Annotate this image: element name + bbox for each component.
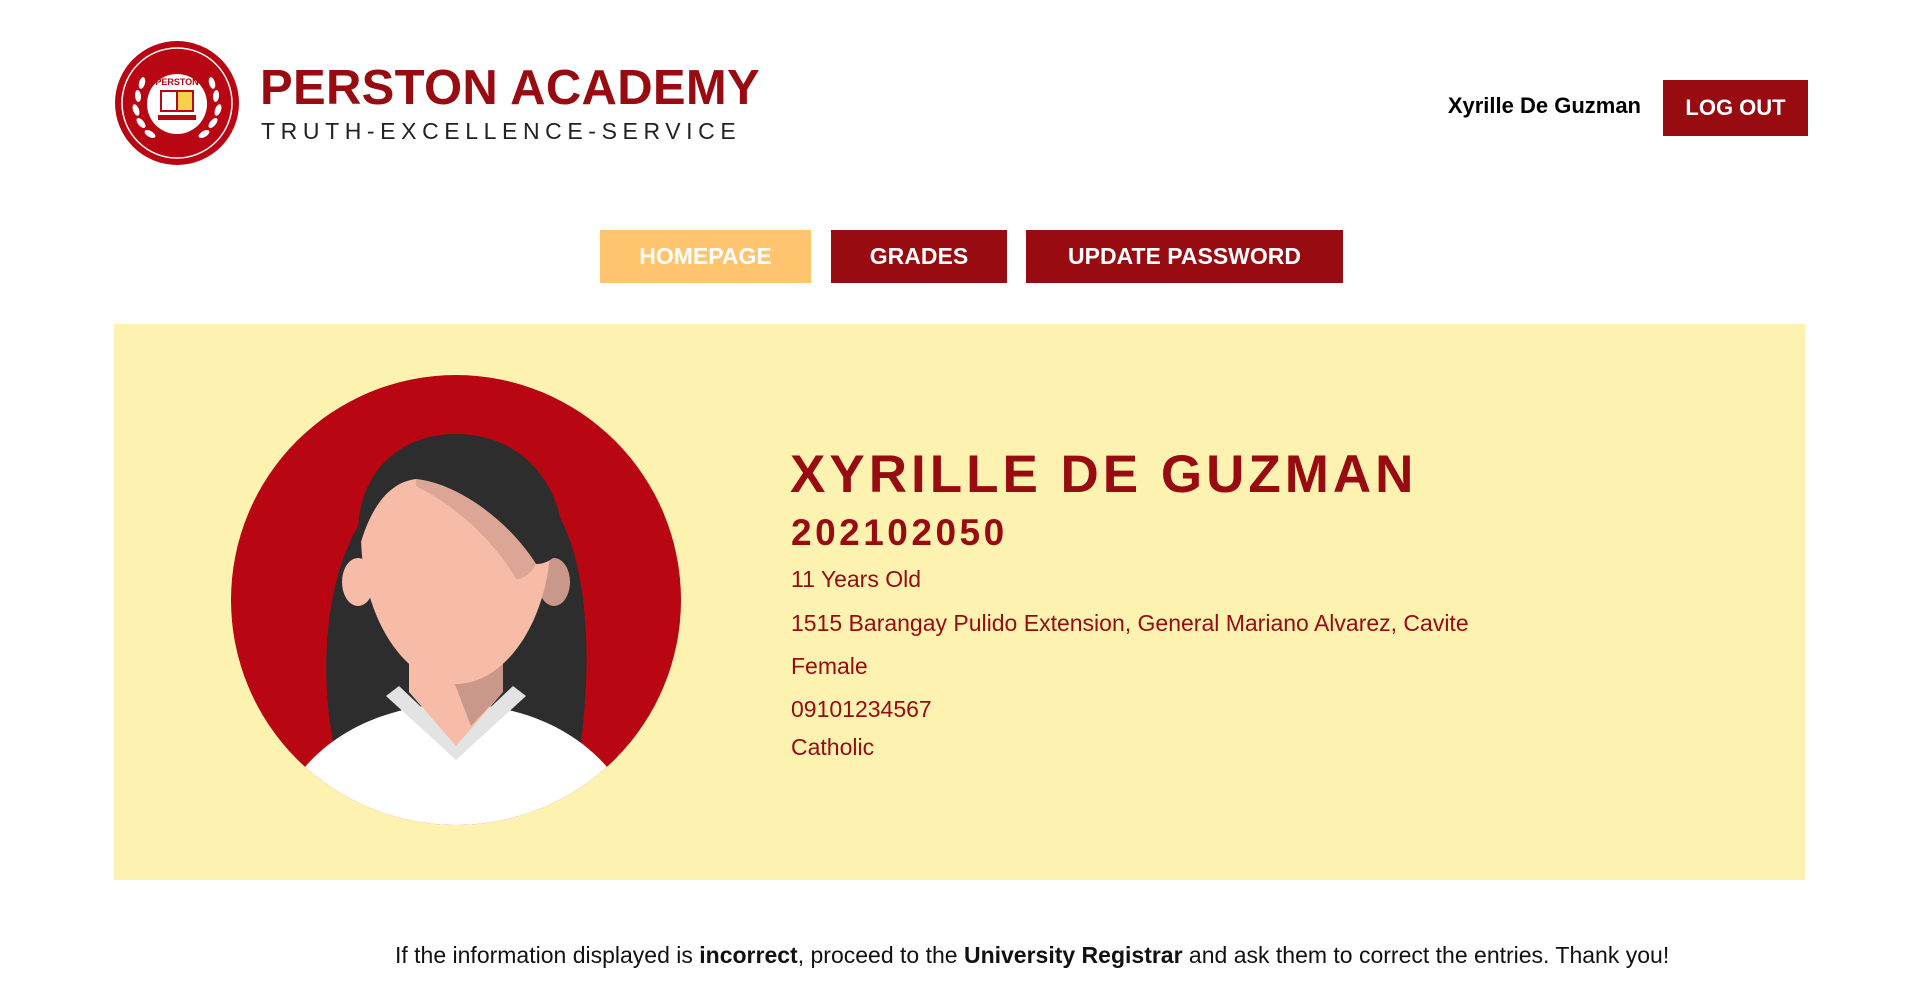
notice-bold-registrar: University Registrar: [963, 942, 1183, 968]
student-phone: 09101234567: [791, 696, 932, 722]
academy-seal-logo: [114, 40, 240, 166]
student-name: XYRILLE DE GUZMAN: [790, 445, 1418, 504]
notice-text-2: , proceed to the: [797, 942, 964, 968]
correction-notice: [395, 944, 1669, 967]
student-religion: Catholic: [791, 734, 875, 760]
logout-button[interactable]: LOG OUT: [1663, 80, 1808, 136]
student-sex: Female: [791, 653, 868, 679]
nav-grades-button[interactable]: GRADES: [831, 230, 1007, 283]
notice-bold-incorrect: incorrect: [699, 942, 798, 968]
seal-text: PERSTON: [155, 77, 199, 87]
student-id: 202102050: [791, 512, 1008, 553]
notice-text-3: and ask them to correct the entries. Thank you!: [1182, 942, 1670, 968]
student-avatar: [231, 374, 681, 826]
nav-update-password-button[interactable]: UPDATE PASSWORD: [1026, 230, 1343, 283]
student-address: 1515 Barangay Pulido Extension, General Mariano Alvarez, Cavite: [791, 610, 1469, 636]
notice-text-1: If the information displayed is: [395, 942, 700, 968]
current-user-name: Xyrille De Guzman: [1447, 93, 1641, 118]
brand-tagline: TRUTH-EXCELLENCE-SERVICE: [261, 118, 742, 144]
student-age: 11 Years Old: [791, 566, 922, 592]
nav-homepage-button[interactable]: HOMEPAGE: [600, 230, 811, 283]
brand-name: PERSTON ACADEMY: [260, 61, 761, 115]
profile-card: [114, 324, 1805, 880]
